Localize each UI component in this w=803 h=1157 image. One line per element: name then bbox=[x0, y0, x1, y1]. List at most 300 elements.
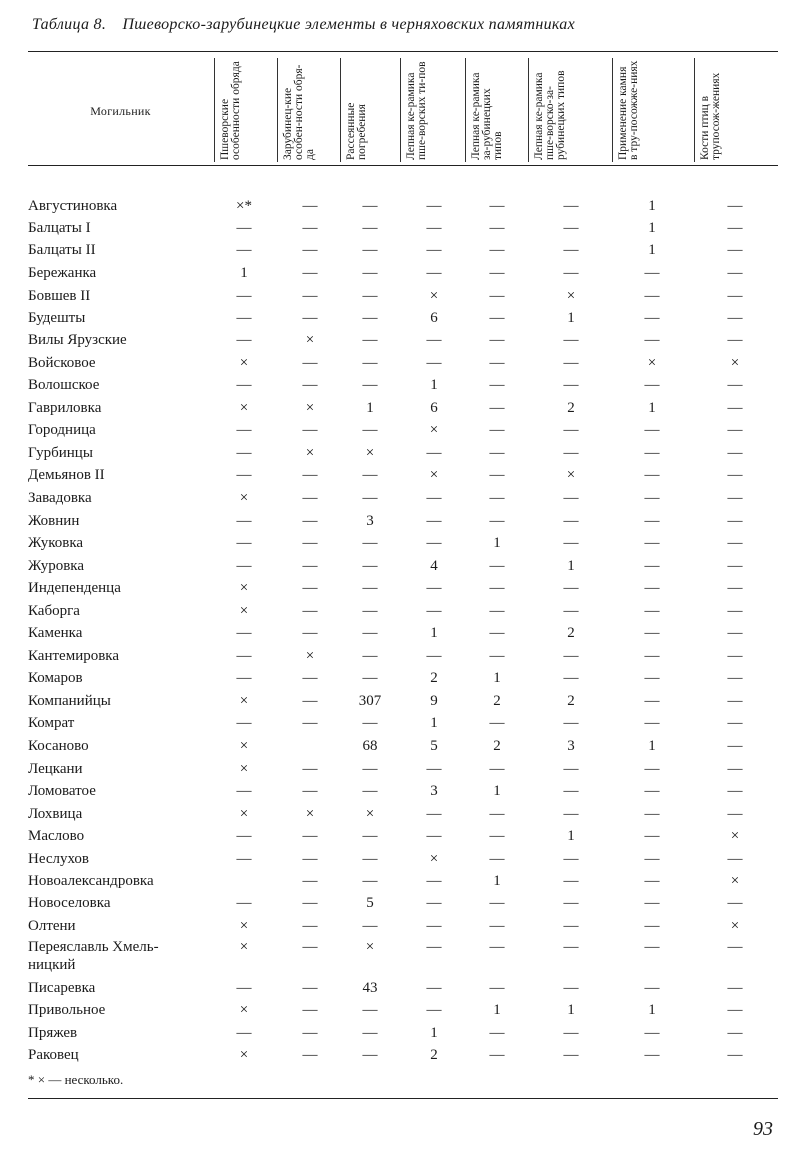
header-divider bbox=[277, 58, 278, 162]
table-row bbox=[0, 264, 803, 286]
table-row bbox=[0, 466, 803, 488]
caption-label: Таблица 8. bbox=[32, 16, 107, 33]
table-cell: ×* bbox=[236, 198, 252, 214]
table-cell: — bbox=[644, 310, 660, 326]
table-cell: — bbox=[236, 558, 252, 574]
table-row bbox=[0, 917, 803, 939]
table-cell: — bbox=[727, 377, 743, 393]
table-bottom-rule bbox=[28, 1098, 778, 1099]
table-row bbox=[0, 354, 803, 376]
table-row bbox=[0, 782, 803, 804]
table-cell: — bbox=[489, 513, 505, 529]
table-cell: — bbox=[489, 715, 505, 731]
column-header-label: Рассеянные погребения bbox=[345, 102, 368, 160]
table-row bbox=[0, 827, 803, 849]
table-cell: — bbox=[563, 783, 579, 799]
table-cell: — bbox=[362, 377, 378, 393]
table-cell: — bbox=[727, 648, 743, 664]
table-cell: — bbox=[727, 1047, 743, 1063]
table-cell: × bbox=[239, 918, 249, 934]
table-cell: — bbox=[644, 648, 660, 664]
table-cell: — bbox=[727, 939, 743, 955]
table-cell: — bbox=[727, 242, 743, 258]
site-name: Неслухов bbox=[28, 851, 90, 867]
table-cell: — bbox=[236, 851, 252, 867]
table-cell: — bbox=[302, 895, 318, 911]
table-cell: — bbox=[727, 625, 743, 641]
header-divider bbox=[465, 58, 466, 162]
table-cell: — bbox=[563, 980, 579, 996]
table-cell: — bbox=[563, 220, 579, 236]
table-cell: — bbox=[489, 310, 505, 326]
table-cell: — bbox=[426, 265, 442, 281]
table-cell: 5 bbox=[366, 895, 374, 911]
table-cell: × bbox=[305, 445, 315, 461]
table-cell: — bbox=[563, 670, 579, 686]
table-cell: — bbox=[563, 355, 579, 371]
table-cell: × bbox=[730, 873, 740, 889]
table-cell: — bbox=[426, 603, 442, 619]
table-row bbox=[0, 979, 803, 1001]
table-cell: 43 bbox=[362, 980, 378, 996]
table-cell: × bbox=[239, 490, 249, 506]
site-name: Компанийцы bbox=[28, 693, 111, 709]
table-cell: — bbox=[489, 761, 505, 777]
table-cell: — bbox=[362, 828, 378, 844]
column-header-8 bbox=[696, 60, 740, 162]
table-cell: — bbox=[362, 467, 378, 483]
table-cell: — bbox=[426, 580, 442, 596]
table-cell: — bbox=[362, 648, 378, 664]
table-cell: × bbox=[566, 467, 576, 483]
table-cell: — bbox=[563, 918, 579, 934]
table-cell: — bbox=[236, 288, 252, 304]
site-name: Завадовка bbox=[28, 490, 92, 506]
table-cell: — bbox=[644, 806, 660, 822]
table-cell: — bbox=[302, 783, 318, 799]
site-name: Кантемировка bbox=[28, 648, 120, 664]
table-cell: — bbox=[302, 288, 318, 304]
table-row bbox=[0, 760, 803, 782]
table-cell: 1 bbox=[430, 377, 438, 393]
site-name: Вилы Ярузские bbox=[28, 332, 127, 348]
table-row bbox=[0, 692, 803, 714]
table-cell: × bbox=[365, 445, 375, 461]
table-cell: — bbox=[426, 355, 442, 371]
table-row bbox=[0, 872, 803, 894]
table-cell: — bbox=[362, 1002, 378, 1018]
site-name: Писаревка bbox=[28, 980, 96, 996]
table-cell: — bbox=[644, 851, 660, 867]
table-cell: × bbox=[365, 806, 375, 822]
table-row bbox=[0, 938, 803, 973]
table-cell: — bbox=[302, 625, 318, 641]
table-cell: — bbox=[644, 603, 660, 619]
table-cell: — bbox=[302, 918, 318, 934]
table-cell: — bbox=[563, 851, 579, 867]
table-cell: — bbox=[563, 806, 579, 822]
table-cell: — bbox=[563, 265, 579, 281]
table-row bbox=[0, 1001, 803, 1023]
site-name: Олтени bbox=[28, 918, 76, 934]
table-cell: × bbox=[239, 1047, 249, 1063]
table-cell: 2 bbox=[493, 693, 501, 709]
table-cell: — bbox=[727, 535, 743, 551]
site-name: Гурбинцы bbox=[28, 445, 93, 461]
site-name: Ломоватое bbox=[28, 783, 96, 799]
site-name: Гавриловка bbox=[28, 400, 102, 416]
table-cell: — bbox=[426, 332, 442, 348]
table-cell: — bbox=[302, 1047, 318, 1063]
table-cell: — bbox=[563, 1047, 579, 1063]
table-cell: — bbox=[302, 355, 318, 371]
table-cell: — bbox=[302, 1025, 318, 1041]
column-header-label: Лепная ке-рамика пше-ворско-за-рубинецких типов bbox=[533, 70, 567, 160]
site-column-header: Могильник bbox=[90, 104, 151, 118]
table-cell: — bbox=[489, 467, 505, 483]
table-row bbox=[0, 1024, 803, 1046]
table-cell: — bbox=[563, 535, 579, 551]
table-cell: 1 bbox=[366, 400, 374, 416]
table-cell: — bbox=[727, 198, 743, 214]
table-cell: — bbox=[489, 939, 505, 955]
table-cell: — bbox=[644, 490, 660, 506]
table-cell: — bbox=[362, 355, 378, 371]
table-cell: — bbox=[236, 625, 252, 641]
table-cell: — bbox=[302, 580, 318, 596]
site-name: Журовка bbox=[28, 558, 85, 574]
table-cell: 1 bbox=[567, 1002, 575, 1018]
table-row bbox=[0, 197, 803, 219]
table-cell: — bbox=[489, 603, 505, 619]
table-cell: — bbox=[563, 873, 579, 889]
table-cell: — bbox=[236, 895, 252, 911]
table-caption bbox=[32, 16, 777, 34]
site-name: Балцаты I bbox=[28, 220, 91, 236]
table-row bbox=[0, 489, 803, 511]
table-cell: 2 bbox=[567, 400, 575, 416]
table-cell: — bbox=[302, 761, 318, 777]
table-cell: — bbox=[727, 265, 743, 281]
table-cell: — bbox=[727, 806, 743, 822]
table-cell: — bbox=[644, 939, 660, 955]
column-header-3 bbox=[342, 60, 386, 162]
table-cell: 1 bbox=[648, 242, 656, 258]
site-name: Демьянов II bbox=[28, 467, 105, 483]
column-header-label: Лепная ке-рамика пше-ворских ти-пов bbox=[405, 61, 428, 160]
table-cell: × bbox=[239, 580, 249, 596]
table-cell: — bbox=[489, 806, 505, 822]
table-cell: × bbox=[239, 603, 249, 619]
table-row bbox=[0, 534, 803, 556]
header-divider bbox=[528, 58, 529, 162]
table-top-rule bbox=[28, 51, 778, 52]
table-cell: — bbox=[302, 558, 318, 574]
table-row bbox=[0, 737, 803, 759]
table-cell: — bbox=[362, 873, 378, 889]
table-cell: — bbox=[563, 939, 579, 955]
table-cell: — bbox=[302, 265, 318, 281]
table-row bbox=[0, 624, 803, 646]
table-cell: — bbox=[426, 445, 442, 461]
header-divider bbox=[694, 58, 695, 162]
table-cell: × bbox=[239, 400, 249, 416]
table-cell: — bbox=[727, 558, 743, 574]
table-cell: — bbox=[362, 332, 378, 348]
table-cell: — bbox=[236, 535, 252, 551]
table-cell: — bbox=[727, 738, 743, 754]
table-cell: — bbox=[426, 828, 442, 844]
table-cell: — bbox=[236, 648, 252, 664]
table-cell: — bbox=[644, 377, 660, 393]
site-name: Раковец bbox=[28, 1047, 79, 1063]
table-cell: — bbox=[362, 422, 378, 438]
table-cell: × bbox=[239, 355, 249, 371]
table-row bbox=[0, 287, 803, 309]
table-cell: — bbox=[426, 513, 442, 529]
table-cell: — bbox=[644, 873, 660, 889]
table-cell: — bbox=[426, 918, 442, 934]
table-cell: × bbox=[239, 761, 249, 777]
site-name: Войсковое bbox=[28, 355, 96, 371]
table-cell: — bbox=[727, 220, 743, 236]
table-cell: — bbox=[727, 1025, 743, 1041]
table-cell: — bbox=[489, 851, 505, 867]
header-divider bbox=[340, 58, 341, 162]
table-cell: — bbox=[236, 332, 252, 348]
table-cell: — bbox=[727, 693, 743, 709]
table-cell: — bbox=[563, 490, 579, 506]
table-cell: — bbox=[644, 670, 660, 686]
table-cell: 3 bbox=[430, 783, 438, 799]
table-cell: — bbox=[302, 693, 318, 709]
table-cell: 1 bbox=[648, 1002, 656, 1018]
table-cell: 1 bbox=[240, 265, 248, 281]
table-cell: — bbox=[644, 918, 660, 934]
table-cell: — bbox=[727, 980, 743, 996]
table-cell: — bbox=[302, 513, 318, 529]
table-cell: — bbox=[426, 220, 442, 236]
table-cell: — bbox=[489, 980, 505, 996]
site-name: Комрат bbox=[28, 715, 75, 731]
table-cell: — bbox=[644, 422, 660, 438]
table-cell: — bbox=[727, 310, 743, 326]
site-name: Новоселовка bbox=[28, 895, 111, 911]
table-cell: — bbox=[236, 1025, 252, 1041]
table-cell: — bbox=[302, 873, 318, 889]
table-cell: 1 bbox=[648, 220, 656, 236]
table-cell: — bbox=[563, 242, 579, 258]
table-cell: — bbox=[489, 558, 505, 574]
table-cell: — bbox=[727, 288, 743, 304]
table-cell: — bbox=[727, 851, 743, 867]
table-cell: — bbox=[644, 558, 660, 574]
table-cell: — bbox=[426, 535, 442, 551]
table-cell: — bbox=[727, 445, 743, 461]
table-row bbox=[0, 894, 803, 916]
table-cell: — bbox=[727, 332, 743, 348]
table-cell: — bbox=[362, 288, 378, 304]
site-name: Новоалександровка bbox=[28, 873, 154, 889]
table-cell: 1 bbox=[493, 1002, 501, 1018]
table-cell: × bbox=[566, 288, 576, 304]
table-cell: — bbox=[727, 467, 743, 483]
column-header-4 bbox=[402, 60, 446, 162]
table-cell: — bbox=[362, 851, 378, 867]
table-cell: — bbox=[727, 761, 743, 777]
table-cell: — bbox=[362, 490, 378, 506]
table-cell: — bbox=[236, 715, 252, 731]
page-number: 93 bbox=[753, 1118, 773, 1140]
table-cell: — bbox=[236, 242, 252, 258]
table-cell: — bbox=[644, 445, 660, 461]
table-cell: — bbox=[489, 625, 505, 641]
table-cell: — bbox=[644, 1025, 660, 1041]
table-cell: — bbox=[362, 1025, 378, 1041]
table-cell: — bbox=[489, 422, 505, 438]
column-header-label: Кости птиц в трупосож-жениях bbox=[699, 72, 722, 160]
table-cell: 1 bbox=[567, 310, 575, 326]
table-row bbox=[0, 331, 803, 353]
table-cell: — bbox=[489, 242, 505, 258]
site-name: Жуковка bbox=[28, 535, 84, 551]
table-cell: — bbox=[302, 670, 318, 686]
table-cell: — bbox=[302, 198, 318, 214]
column-header-label: Зарубинец-кие особен-ности обря-да bbox=[282, 64, 316, 160]
site-name: Августиновка bbox=[28, 198, 118, 214]
table-cell: — bbox=[489, 198, 505, 214]
table-cell: — bbox=[644, 895, 660, 911]
table-cell: — bbox=[644, 1047, 660, 1063]
site-name: Комаров bbox=[28, 670, 83, 686]
table-row bbox=[0, 850, 803, 872]
column-header-6 bbox=[530, 60, 574, 162]
table-cell: 1 bbox=[493, 873, 501, 889]
table-row bbox=[0, 376, 803, 398]
table-cell: — bbox=[563, 580, 579, 596]
table-cell: — bbox=[236, 467, 252, 483]
table-cell: — bbox=[644, 580, 660, 596]
table-cell: — bbox=[236, 220, 252, 236]
table-cell: — bbox=[727, 1002, 743, 1018]
table-cell: — bbox=[563, 377, 579, 393]
table-cell: — bbox=[563, 332, 579, 348]
table-cell: 2 bbox=[567, 625, 575, 641]
table-cell: — bbox=[302, 715, 318, 731]
table-cell: — bbox=[426, 806, 442, 822]
table-cell: — bbox=[362, 265, 378, 281]
table-cell: × bbox=[239, 806, 249, 822]
table-cell: — bbox=[563, 513, 579, 529]
site-name: Будешты bbox=[28, 310, 86, 326]
table-cell: — bbox=[727, 603, 743, 619]
table-cell: — bbox=[236, 310, 252, 326]
table-cell: — bbox=[489, 377, 505, 393]
table-cell: × bbox=[239, 693, 249, 709]
table-cell: — bbox=[644, 625, 660, 641]
table-cell: × bbox=[429, 851, 439, 867]
table-cell: 2 bbox=[430, 670, 438, 686]
table-cell: 2 bbox=[567, 693, 575, 709]
table-cell: 4 bbox=[430, 558, 438, 574]
table-row bbox=[0, 1046, 803, 1068]
site-name: Пряжев bbox=[28, 1025, 78, 1041]
table-cell: 1 bbox=[648, 738, 656, 754]
table-cell: — bbox=[644, 332, 660, 348]
table-cell: — bbox=[727, 513, 743, 529]
table-cell: — bbox=[362, 761, 378, 777]
table-cell: — bbox=[362, 558, 378, 574]
table-cell: 1 bbox=[430, 625, 438, 641]
table-cell: — bbox=[727, 670, 743, 686]
table-cell: — bbox=[236, 828, 252, 844]
table-cell: 3 bbox=[366, 513, 374, 529]
table-row bbox=[0, 399, 803, 421]
table-cell: — bbox=[426, 939, 442, 955]
table-cell: — bbox=[563, 198, 579, 214]
table-cell: — bbox=[727, 422, 743, 438]
table-cell: — bbox=[302, 220, 318, 236]
site-name: Лохвица bbox=[28, 806, 83, 822]
table-cell: — bbox=[563, 1025, 579, 1041]
table-cell: — bbox=[563, 895, 579, 911]
site-name: Индепенденца bbox=[28, 580, 121, 596]
table-cell: × bbox=[305, 332, 315, 348]
table-cell: 9 bbox=[430, 693, 438, 709]
column-header-7 bbox=[614, 60, 658, 162]
table-cell: — bbox=[302, 242, 318, 258]
table-row bbox=[0, 602, 803, 624]
table-row bbox=[0, 805, 803, 827]
table-cell: — bbox=[236, 670, 252, 686]
table-cell: — bbox=[489, 648, 505, 664]
table-cell: — bbox=[426, 980, 442, 996]
table-cell: — bbox=[489, 355, 505, 371]
table-cell: — bbox=[302, 828, 318, 844]
table-cell: — bbox=[489, 400, 505, 416]
table-cell: — bbox=[362, 603, 378, 619]
table-cell: — bbox=[236, 377, 252, 393]
table-cell: — bbox=[302, 851, 318, 867]
table-cell: — bbox=[362, 242, 378, 258]
table-cell: — bbox=[727, 895, 743, 911]
table-cell: — bbox=[489, 1025, 505, 1041]
table-header-rule bbox=[28, 165, 778, 166]
site-name: Каменка bbox=[28, 625, 83, 641]
table-cell: — bbox=[644, 715, 660, 731]
table-cell: 68 bbox=[362, 738, 378, 754]
table-cell: — bbox=[489, 490, 505, 506]
table-cell: × bbox=[730, 355, 740, 371]
table-cell: — bbox=[362, 625, 378, 641]
site-name: Бовшев II bbox=[28, 288, 91, 304]
table-cell: × bbox=[305, 400, 315, 416]
table-cell: — bbox=[489, 288, 505, 304]
table-cell: — bbox=[489, 580, 505, 596]
caption-title: Пшеворско-зарубинецкие элементы в черняховских памятниках bbox=[122, 16, 576, 33]
table-cell: — bbox=[644, 783, 660, 799]
table-cell: — bbox=[426, 242, 442, 258]
table-cell: × bbox=[730, 828, 740, 844]
table-cell: 2 bbox=[430, 1047, 438, 1063]
table-cell: — bbox=[644, 513, 660, 529]
table-row bbox=[0, 579, 803, 601]
table-cell: — bbox=[489, 332, 505, 348]
table-cell: — bbox=[302, 535, 318, 551]
table-cell: — bbox=[563, 715, 579, 731]
column-header-5 bbox=[467, 60, 511, 162]
table-cell: — bbox=[563, 761, 579, 777]
